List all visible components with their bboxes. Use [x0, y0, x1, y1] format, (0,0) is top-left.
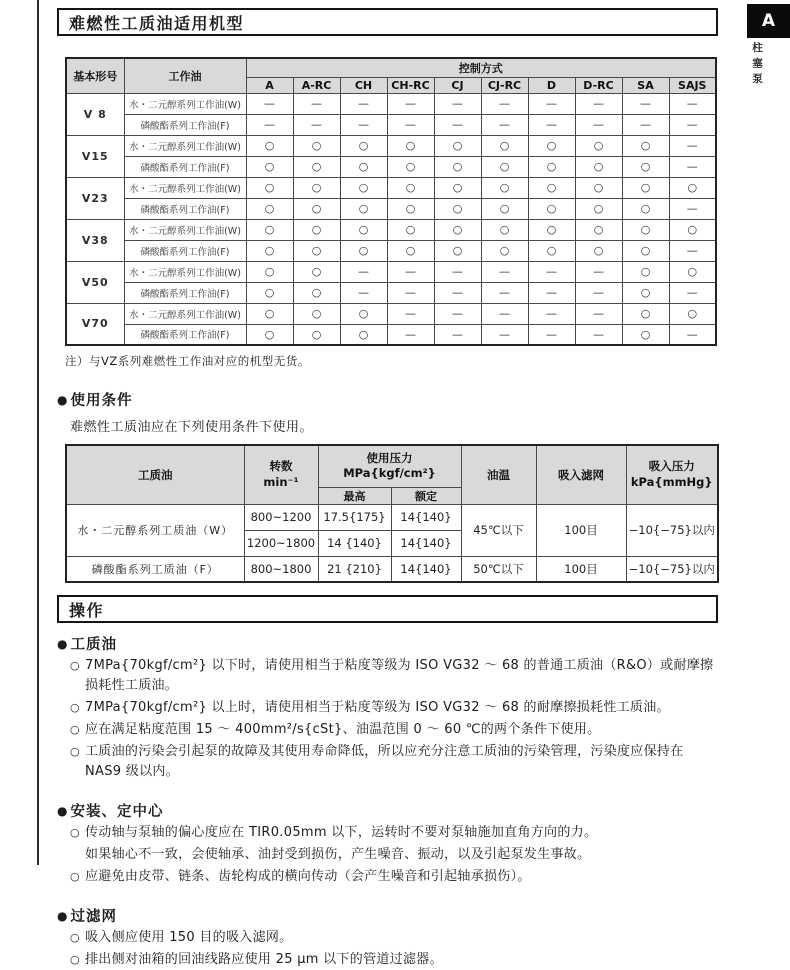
operation-item-text: 7MPa{70kgf/cm²} 以上时，请使用相当于粘度等级为 ISO VG32 ～ 68 的耐摩擦损耗性工质油。 — [85, 700, 670, 715]
operation-section-heading — [57, 633, 718, 654]
models-header-working-oil: 工作油 — [124, 58, 246, 93]
table-row — [66, 198, 716, 219]
operation-item-text: 排出侧对油箱的回油线路应使用 25 μm 以下的管道过滤器。 — [85, 952, 443, 967]
cond-header-speed — [244, 445, 318, 504]
cond-strainer-cell: 100目 — [536, 504, 626, 556]
operation-item — [70, 823, 716, 843]
availability-cell: — — [575, 324, 622, 345]
availability-cell: — — [575, 303, 622, 324]
availability-cell: — — [669, 114, 716, 135]
circle-bullet-icon: ○ — [70, 659, 80, 672]
availability-cell: ○ — [246, 135, 293, 156]
model-cell: V 8 — [66, 93, 124, 135]
availability-cell: ○ — [622, 240, 669, 261]
models-header-column: CJ-RC — [481, 77, 528, 93]
availability-cell: ○ — [575, 156, 622, 177]
availability-cell: ○ — [293, 261, 340, 282]
availability-cell: — — [528, 261, 575, 282]
availability-cell: ○ — [340, 177, 387, 198]
cond-max-pressure-cell: 17.5{175} — [318, 504, 391, 530]
availability-cell: ○ — [293, 303, 340, 324]
operation-item — [70, 950, 716, 970]
availability-cell: — — [293, 93, 340, 114]
availability-cell: ○ — [481, 156, 528, 177]
oil-type-cell: 磷酸酯系列工作油(F) — [124, 240, 246, 261]
usage-conditions-intro: 难燃性工质油应在下列使用条件下使用。 — [70, 420, 314, 435]
availability-cell: ○ — [528, 177, 575, 198]
operation-item — [70, 720, 716, 740]
models-header-column: D — [528, 77, 575, 93]
usage-conditions-title: 使用条件 — [70, 393, 133, 409]
availability-cell: ○ — [481, 240, 528, 261]
availability-cell: ○ — [528, 198, 575, 219]
availability-cell: ○ — [246, 324, 293, 345]
availability-cell: ○ — [669, 303, 716, 324]
circle-bullet-icon: ○ — [70, 826, 80, 839]
availability-cell: — — [669, 156, 716, 177]
availability-cell: ○ — [528, 219, 575, 240]
models-table — [65, 57, 717, 346]
availability-cell: — — [387, 114, 434, 135]
availability-cell: — — [669, 240, 716, 261]
operation-section-title: 过滤网 — [70, 909, 117, 925]
availability-cell: ○ — [293, 324, 340, 345]
availability-cell: — — [340, 114, 387, 135]
availability-cell: ○ — [246, 261, 293, 282]
availability-cell: — — [340, 282, 387, 303]
availability-cell: ○ — [340, 324, 387, 345]
availability-cell: — — [434, 93, 481, 114]
cond-header-pressure-line: MPa{kgf/cm²} — [343, 466, 436, 481]
availability-cell: ○ — [434, 135, 481, 156]
table-row — [66, 240, 716, 261]
bullet-icon: ● — [57, 636, 68, 651]
availability-cell: — — [340, 261, 387, 282]
operation-box-title-text: 操作 — [69, 600, 105, 620]
availability-cell: — — [481, 261, 528, 282]
table-row — [66, 114, 716, 135]
oil-type-cell: 磷酸酯系列工作油(F) — [124, 114, 246, 135]
availability-cell: ○ — [481, 198, 528, 219]
availability-cell: — — [669, 135, 716, 156]
availability-cell: ○ — [387, 177, 434, 198]
model-cell: V38 — [66, 219, 124, 261]
availability-cell: — — [669, 93, 716, 114]
availability-cell: ○ — [340, 303, 387, 324]
models-header-column: A — [246, 77, 293, 93]
bullet-icon: ● — [57, 803, 68, 818]
availability-cell: ○ — [340, 240, 387, 261]
operation-section-title: 安装、定中心 — [70, 804, 164, 820]
operation-item-text: 吸入侧应使用 150 目的吸入滤网。 — [85, 930, 293, 945]
availability-cell: — — [575, 114, 622, 135]
section-tab-badge: A — [747, 4, 790, 38]
models-header-base-model: 基本形号 — [66, 58, 124, 93]
availability-cell: ○ — [246, 240, 293, 261]
availability-cell: — — [434, 303, 481, 324]
table-row — [66, 324, 716, 345]
availability-cell: ○ — [481, 219, 528, 240]
availability-cell: ○ — [340, 198, 387, 219]
model-cell: V50 — [66, 261, 124, 303]
cond-header-suction-line: 吸入压力 — [648, 459, 695, 474]
cond-suction-pressure-cell: −10{−75}以内 — [626, 556, 718, 582]
cond-oil-cell: 水・二元醇系列工质油（W） — [66, 504, 244, 556]
oil-type-cell: 水・二元醇系列工作油(W) — [124, 135, 246, 156]
availability-cell: ○ — [622, 156, 669, 177]
availability-cell: — — [481, 114, 528, 135]
availability-cell: — — [481, 324, 528, 345]
oil-type-cell: 水・二元醇系列工作油(W) — [124, 177, 246, 198]
model-cell: V70 — [66, 303, 124, 345]
models-header-control-method: 控制方式 — [246, 58, 716, 77]
availability-cell: — — [528, 303, 575, 324]
table-row — [66, 556, 718, 582]
cond-header-pressure-line: 使用压力 — [366, 450, 413, 465]
availability-cell: ○ — [622, 177, 669, 198]
cond-max-pressure-cell: 14 {140} — [318, 530, 391, 556]
cond-header-suction-pressure — [626, 445, 718, 504]
availability-cell: ○ — [387, 135, 434, 156]
availability-cell: ○ — [669, 261, 716, 282]
cond-header-speed-line: 转数 — [269, 459, 293, 474]
availability-cell: — — [669, 324, 716, 345]
availability-cell: — — [528, 114, 575, 135]
table-row — [66, 156, 716, 177]
operation-item-text: 应避免由皮带、链条、齿轮构成的横向传动（会产生噪音和引起轴承损伤）。 — [85, 869, 531, 884]
operation-item-text: 应在满足粘度范围 15 ～ 400mm²/s{cSt}、油温范围 0 ～ 60 ℃的两个条件下使用。 — [85, 722, 601, 737]
models-header-column: SA — [622, 77, 669, 93]
availability-cell: ○ — [340, 156, 387, 177]
availability-cell: — — [340, 93, 387, 114]
cond-header-oil: 工质油 — [66, 445, 244, 504]
cond-header-strainer: 吸入滤网 — [536, 445, 626, 504]
table-row — [66, 93, 716, 114]
availability-cell: ○ — [575, 177, 622, 198]
circle-bullet-icon: ○ — [70, 745, 80, 758]
cond-speed-cell: 800~1200 — [244, 504, 318, 530]
availability-cell: ○ — [575, 135, 622, 156]
availability-cell: ○ — [340, 219, 387, 240]
page-title-text: 难燃性工质油适用机型 — [69, 13, 245, 33]
availability-cell: — — [387, 93, 434, 114]
oil-type-cell: 磷酸酯系列工作油(F) — [124, 198, 246, 219]
availability-cell: ○ — [246, 156, 293, 177]
circle-bullet-icon: ○ — [70, 870, 80, 883]
operation-item-text: 传动轴与泵轴的偏心度应在 TIR0.05mm 以下，运转时不要对泵轴施加直角方向的力。 — [85, 825, 598, 840]
availability-cell: ○ — [293, 219, 340, 240]
availability-cell: ○ — [246, 282, 293, 303]
availability-cell: — — [575, 282, 622, 303]
operation-item — [70, 698, 716, 718]
circle-bullet-icon: ○ — [70, 931, 80, 944]
availability-cell: ○ — [575, 219, 622, 240]
operation-item-text: 如果轴心不一致，会使轴承、油封受到损伤，产生噪音、振动，以及引起泵发生事故。 — [85, 847, 591, 862]
operation-item — [70, 928, 716, 948]
availability-cell: — — [575, 261, 622, 282]
cond-oil-temp-cell: 45℃以下 — [461, 504, 536, 556]
availability-cell: ○ — [387, 219, 434, 240]
model-cell: V23 — [66, 177, 124, 219]
availability-cell: — — [622, 114, 669, 135]
availability-cell: — — [387, 282, 434, 303]
availability-cell: — — [246, 93, 293, 114]
availability-cell: ○ — [387, 198, 434, 219]
table-row — [66, 177, 716, 198]
cond-rated-pressure-cell: 14{140} — [391, 530, 461, 556]
availability-cell: ○ — [528, 156, 575, 177]
cond-header-pressure-max: 最高 — [318, 487, 391, 504]
availability-cell: — — [528, 282, 575, 303]
availability-cell: — — [481, 93, 528, 114]
models-header-column: CJ — [434, 77, 481, 93]
availability-cell: ○ — [669, 219, 716, 240]
operation-section-heading — [57, 800, 718, 821]
table-row — [66, 303, 716, 324]
cond-max-pressure-cell: 21 {210} — [318, 556, 391, 582]
operation-item-text: 工质油的污染会引起泵的故障及其使用寿命降低，所以应充分注意工质油的污染管理，污染度应保持在 NAS9 级以内。 — [85, 744, 684, 779]
availability-cell: ○ — [293, 282, 340, 303]
cond-header-suction-line: kPa{mmHg} — [630, 474, 713, 489]
availability-cell: — — [528, 324, 575, 345]
table-row — [66, 219, 716, 240]
table-row — [66, 261, 716, 282]
availability-cell: ○ — [481, 177, 528, 198]
availability-cell: — — [434, 261, 481, 282]
availability-cell: ○ — [246, 219, 293, 240]
cond-oil-cell: 磷酸酯系列工质油（F） — [66, 556, 244, 582]
availability-cell: ○ — [293, 135, 340, 156]
availability-cell: — — [246, 114, 293, 135]
availability-cell: ○ — [387, 156, 434, 177]
operation-item-continuation — [70, 845, 716, 865]
conditions-table — [65, 444, 719, 583]
page-title — [57, 8, 718, 36]
bullet-icon: ● — [57, 392, 68, 407]
models-header-column: CH-RC — [387, 77, 434, 93]
circle-bullet-icon: ○ — [70, 953, 80, 966]
availability-cell: — — [575, 93, 622, 114]
table-row — [66, 135, 716, 156]
model-cell: V15 — [66, 135, 124, 177]
cond-rated-pressure-cell: 14{140} — [391, 556, 461, 582]
cond-suction-pressure-cell: −10{−75}以内 — [626, 504, 718, 556]
availability-cell: ○ — [293, 240, 340, 261]
operation-item-text: 7MPa{70kgf/cm²} 以下时，请使用相当于粘度等级为 ISO VG32 ～ 68 的普通工质油（R&O）或耐摩擦损耗性工质油。 — [85, 658, 714, 693]
availability-cell: ○ — [622, 135, 669, 156]
availability-cell: ○ — [622, 282, 669, 303]
availability-cell: ○ — [246, 177, 293, 198]
availability-cell: ○ — [246, 198, 293, 219]
models-header-column: A-RC — [293, 77, 340, 93]
availability-cell: ○ — [246, 303, 293, 324]
cond-oil-temp-cell: 50℃以下 — [461, 556, 536, 582]
availability-cell: — — [434, 324, 481, 345]
availability-cell: ○ — [293, 156, 340, 177]
availability-cell: ○ — [293, 198, 340, 219]
availability-cell: ○ — [434, 156, 481, 177]
operation-box-title — [57, 595, 718, 623]
oil-type-cell: 水・二元醇系列工作油(W) — [124, 219, 246, 240]
availability-cell: ○ — [434, 219, 481, 240]
oil-type-cell: 水・二元醇系列工作油(W) — [124, 261, 246, 282]
availability-cell: ○ — [528, 135, 575, 156]
availability-cell: — — [481, 303, 528, 324]
page-edge-rule — [37, 0, 39, 865]
oil-type-cell: 磷酸酯系列工作油(F) — [124, 282, 246, 303]
availability-cell: ○ — [669, 177, 716, 198]
availability-cell: — — [434, 114, 481, 135]
availability-cell: — — [387, 261, 434, 282]
availability-cell: ○ — [481, 135, 528, 156]
oil-type-cell: 水・二元醇系列工作油(W) — [124, 93, 246, 114]
availability-cell: — — [387, 303, 434, 324]
availability-cell: — — [293, 114, 340, 135]
cond-speed-cell: 800~1800 — [244, 556, 318, 582]
availability-cell: ○ — [434, 198, 481, 219]
availability-cell: — — [622, 93, 669, 114]
circle-bullet-icon: ○ — [70, 723, 80, 736]
availability-cell: — — [434, 282, 481, 303]
availability-cell: ○ — [622, 219, 669, 240]
cond-speed-cell: 1200~1800 — [244, 530, 318, 556]
cond-strainer-cell: 100目 — [536, 556, 626, 582]
availability-cell: — — [528, 93, 575, 114]
operation-section-title: 工质油 — [70, 637, 117, 653]
availability-cell: ○ — [622, 261, 669, 282]
availability-cell: ○ — [293, 177, 340, 198]
cond-header-pressure — [318, 445, 461, 487]
models-table-note: 注）与VZ系列难燃性工作油对应的机型无货。 — [65, 354, 310, 368]
models-header-column: SAJS — [669, 77, 716, 93]
operation-item — [70, 656, 716, 696]
availability-cell: — — [387, 324, 434, 345]
availability-cell: ○ — [622, 303, 669, 324]
availability-cell: — — [481, 282, 528, 303]
cond-header-oil-temp: 油温 — [461, 445, 536, 504]
operation-item — [70, 742, 716, 782]
oil-type-cell: 磷酸酯系列工作油(F) — [124, 324, 246, 345]
page-content — [57, 8, 718, 970]
cond-header-pressure-rated: 额定 — [391, 487, 461, 504]
availability-cell: ○ — [434, 177, 481, 198]
availability-cell: — — [669, 282, 716, 303]
operation-sections — [57, 633, 718, 970]
circle-bullet-icon: ○ — [70, 701, 80, 714]
table-row — [66, 504, 718, 530]
availability-cell: ○ — [575, 240, 622, 261]
cond-rated-pressure-cell: 14{140} — [391, 504, 461, 530]
availability-cell: ○ — [387, 240, 434, 261]
table-row — [66, 282, 716, 303]
availability-cell: ○ — [434, 240, 481, 261]
availability-cell: ○ — [340, 135, 387, 156]
availability-cell: ○ — [575, 198, 622, 219]
availability-cell: ○ — [622, 324, 669, 345]
operation-item — [70, 867, 716, 887]
sidebar-vertical-label: 柱塞泵 — [751, 42, 763, 89]
models-header-column: D-RC — [575, 77, 622, 93]
availability-cell: — — [669, 198, 716, 219]
cond-header-speed-line: min⁻¹ — [263, 474, 299, 489]
oil-type-cell: 水・二元醇系列工作油(W) — [124, 303, 246, 324]
models-header-column: CH — [340, 77, 387, 93]
usage-conditions-heading — [57, 389, 718, 410]
bullet-icon: ● — [57, 908, 68, 923]
operation-section-heading — [57, 905, 718, 926]
availability-cell: ○ — [622, 198, 669, 219]
oil-type-cell: 磷酸酯系列工作油(F) — [124, 156, 246, 177]
availability-cell: ○ — [528, 240, 575, 261]
